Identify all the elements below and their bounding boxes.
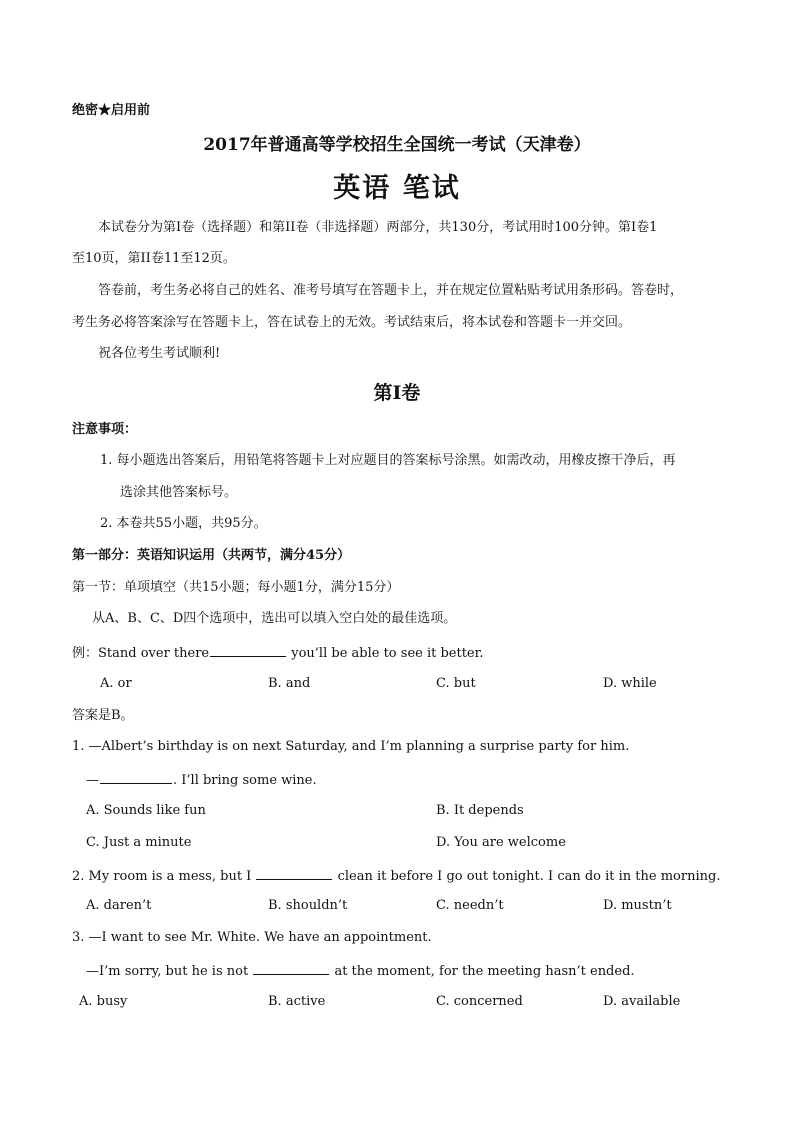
question-1-option-d: D. You are welcome [436, 835, 566, 850]
question-1-line-2-end: . I’ll bring some wine. [173, 773, 317, 788]
example-option-b: B. and [268, 676, 311, 691]
question-2-option-d: D. mustn’t [603, 898, 672, 913]
question-3-line-2-start: —I’m sorry, but he is not [86, 964, 253, 979]
example-answer: 答案是B。 [72, 708, 134, 723]
example-stem-end: you’ll be able to see it better. [287, 646, 484, 661]
section-title: 第I卷 [373, 382, 421, 404]
question-1-line-2 [86, 772, 317, 787]
notice-item-2: 2. 本卷共55小题，共95分。 [100, 516, 267, 531]
question-1-option-b: B. It depends [436, 803, 524, 818]
question-3-option-d: D. available [603, 994, 681, 1009]
question-3-line-2-end: at the moment, for the meeting hasn’t ended. [330, 964, 635, 979]
question-2-stem [72, 868, 720, 883]
intro-paragraph-2-line-1: 答卷前，考生务必将自己的姓名、准考号填写在答题卡上，并在规定位置粘贴考试用条形码。答卷时， [98, 283, 684, 298]
question-3-line-2 [86, 963, 635, 978]
example-option-a: A. or [100, 676, 132, 691]
intro-paragraph-1-line-1: 本试卷分为第I卷（选择题）和第II卷（非选择题）两部分，共130分，考试用时100分钟。第I卷1 [98, 220, 658, 235]
exam-title: 2017年普通高等学校招生全国统一考试（天津卷） [203, 135, 591, 155]
instruction-text: 从A、B、C、D四个选项中，选出可以填入空白处的最佳选项。 [92, 611, 457, 626]
notice-item-1-line-2: 选涂其他答案标号。 [120, 485, 238, 500]
example-stem-start: 例：Stand over there [72, 646, 210, 661]
subject-title: 英语 笔试 [333, 173, 461, 204]
answer-blank [210, 645, 286, 657]
confidential-mark: 绝密★启用前 [72, 103, 151, 118]
answer-blank [100, 772, 172, 784]
intro-paragraph-1-line-2: 至10页，第II卷11至12页。 [72, 251, 236, 266]
intro-paragraph-2-line-2: 考生务必将答案涂写在答题卡上，答在试卷上的无效。考试结束后，将本试卷和答题卡一并交回。 [72, 315, 632, 330]
section-one-heading: 第一节：单项填空（共15小题；每小题1分，满分15分） [72, 580, 400, 595]
question-2-option-c: C. needn’t [436, 898, 504, 913]
question-2-stem-start: 2. My room is a mess, but I [72, 869, 256, 884]
intro-good-luck: 祝各位考生考试顺利! [98, 346, 221, 361]
example-stem [72, 645, 484, 660]
question-1-option-a: A. Sounds like fun [86, 803, 206, 818]
notice-item-1-line-1: 1. 每小题选出答案后，用铅笔将答题卡上对应题目的答案标号涂黑。如需改动，用橡皮擦干净后，再 [100, 453, 676, 468]
question-1-dash: — [86, 773, 99, 788]
question-2-option-a: A. daren’t [86, 898, 152, 913]
example-option-c: C. but [436, 676, 476, 691]
example-option-d: D. while [603, 676, 657, 691]
answer-blank [256, 868, 332, 880]
question-2-option-b: B. shouldn’t [268, 898, 348, 913]
question-3-option-c: C. concerned [436, 994, 523, 1009]
answer-blank [253, 963, 329, 975]
question-3-option-b: B. active [268, 994, 326, 1009]
question-3-option-a: A. busy [79, 994, 128, 1009]
notice-title: 注意事项： [72, 422, 138, 437]
question-1-line-1: 1. —Albert’s birthday is on next Saturday, and I’m planning a surprise party for him. [72, 739, 630, 754]
question-2-stem-end: clean it before I go out tonight. I can do it in the morning. [333, 869, 721, 884]
question-3-line-1: 3. —I want to see Mr. White. We have an appointment. [72, 930, 432, 945]
question-1-option-c: C. Just a minute [86, 835, 192, 850]
part-one-heading: 第一部分：英语知识运用（共两节，满分45分） [72, 548, 351, 563]
